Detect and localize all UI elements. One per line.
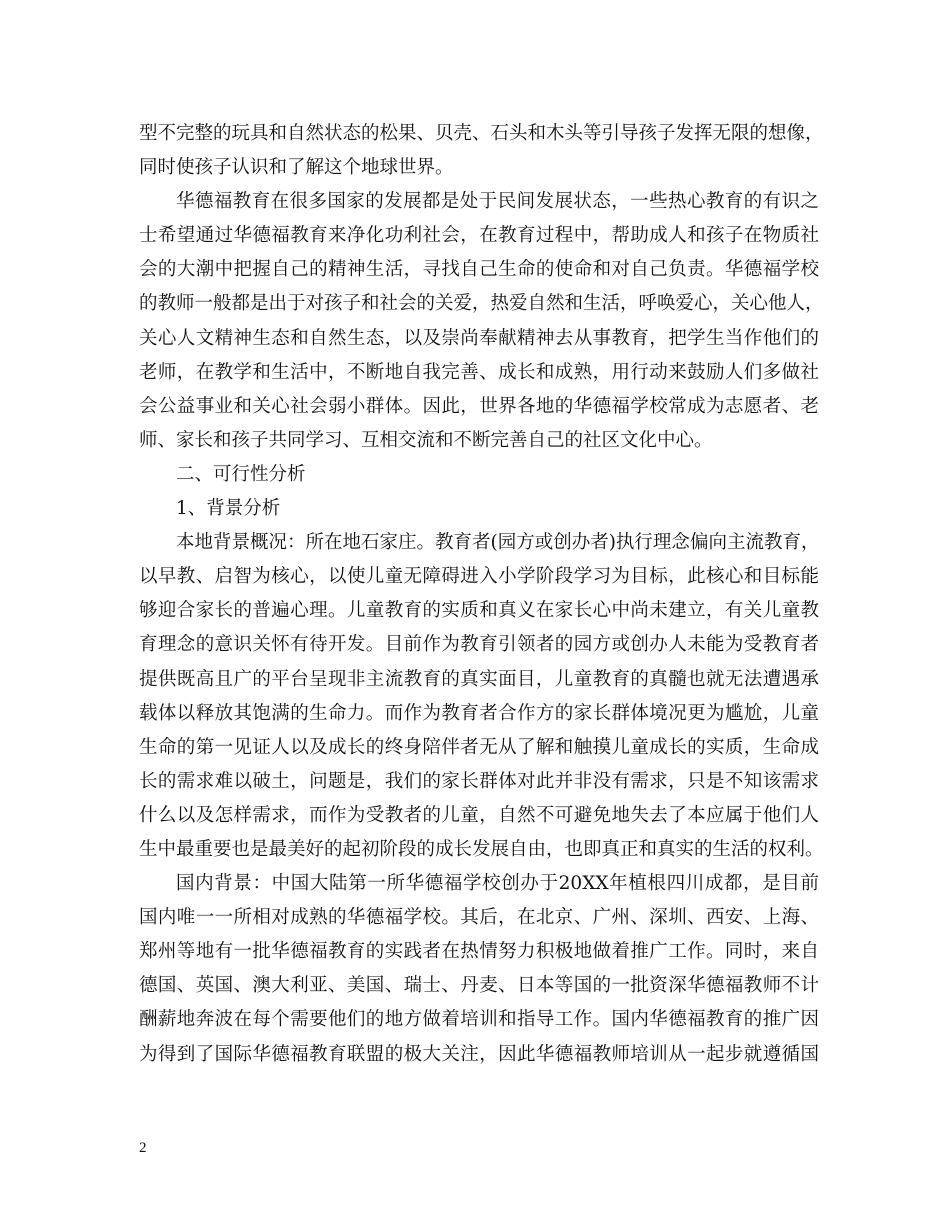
text-line: 生中最重要也是最美好的起初阶段的成长发展自由，也即真正和真实的生活的权利。 <box>139 838 824 860</box>
section-heading: 二、可行性分析 <box>176 463 306 485</box>
text-line: 的教师一般都是出于对孩子和社会的关爱，热爱自然和生活，呼唤爱心，关心他人， <box>139 293 824 315</box>
text-line: 关心人文精神生态和自然生态，以及崇尚奉献精神去从事教育，把学生当作他们的 <box>139 327 819 349</box>
text-line: 德国、英国、澳大利亚、美国、瑞士、丹麦、日本等国的一批资深华德福教师不计 <box>139 975 819 997</box>
text-line: 够迎合家长的普遍心理。儿童教育的实质和真义在家长心中尚未建立，有关儿童教 <box>139 600 819 622</box>
text-line: 郑州等地有一批华德福教育的实践者在热情努力积极地做着推广工作。同时，来自 <box>139 941 819 963</box>
text-line: 以早教、启智为核心，以使儿童无障碍进入小学阶段学习为目标，此核心和目标能 <box>139 566 819 588</box>
text-line: 酬薪地奔波在每个需要他们的地方做着培训和指导工作。国内华德福教育的推广因 <box>139 1009 819 1031</box>
text-line: 生命的第一见证人以及成长的终身陪伴者无从了解和触摸儿童成长的实质，生命成 <box>139 736 819 758</box>
text-line: 师、家长和孩子共同学习、互相交流和不断完善自己的社区文化中心。 <box>139 429 713 451</box>
text-line: 育理念的意识关怀有待开发。目前作为教育引领者的园方或创办人未能为受教育者 <box>139 634 819 656</box>
text-line: 士希望通过华德福教育来净化功利社会，在教育过程中，帮助成人和孩子在物质社 <box>139 225 819 247</box>
paragraph-first-line: 华德福教育在很多国家的发展都是处于民间发展状态，一些热心教育的有识之 <box>176 191 819 213</box>
paragraph-first-line: 本地背景概况：所在地石家庄。教育者(园方或创办者)执行理念偏向主流教育， <box>176 532 820 554</box>
subsection-heading: 1、背景分析 <box>176 498 281 520</box>
text-line: 提供既高且广的平台呈现非主流教育的真实面目，儿童教育的真髓也就无法遭遇承 <box>139 668 819 690</box>
paragraph-first-line: 国内背景：中国大陆第一所华德福学校创办于20XX年植根四川成都，是目前 <box>176 873 819 895</box>
text-line: 型不完整的玩具和自然状态的松果、贝壳、石头和木头等引导孩子发挥无限的想像， <box>139 123 824 144</box>
document-body <box>139 117 824 1072</box>
text-line: 会的大潮中把握自己的精神生活，寻找自己生命的使命和对自己负责。华德福学校 <box>139 259 819 281</box>
text-line: 什么以及怎样需求，而作为受教者的儿童，自然不可避免地失去了本应属于他们人 <box>139 804 819 826</box>
text-line: 为得到了国际华德福教育联盟的极大关注，因此华德福教师培训从一起步就遵循国 <box>139 1043 819 1065</box>
page-number: 2 <box>139 1140 147 1156</box>
text-line: 会公益事业和关心社会弱小群体。因此，世界各地的华德福学校常成为志愿者、老 <box>139 395 819 417</box>
text-line: 载体以释放其饱满的生命力。而作为教育者合作方的家长群体境况更为尴尬，儿童 <box>139 702 819 724</box>
text-line: 长的需求难以破土，问题是，我们的家长群体对此并非没有需求，只是不知该需求 <box>139 770 819 792</box>
text-line: 同时使孩子认识和了解这个地球世界。 <box>139 157 454 179</box>
text-line: 老师，在教学和生活中，不断地自我完善、成长和成熟，用行动来鼓励人们多做社 <box>139 361 819 383</box>
text-line: 国内唯一一所相对成熟的华德福学校。其后，在北京、广州、深圳、西安、上海、 <box>139 907 819 929</box>
